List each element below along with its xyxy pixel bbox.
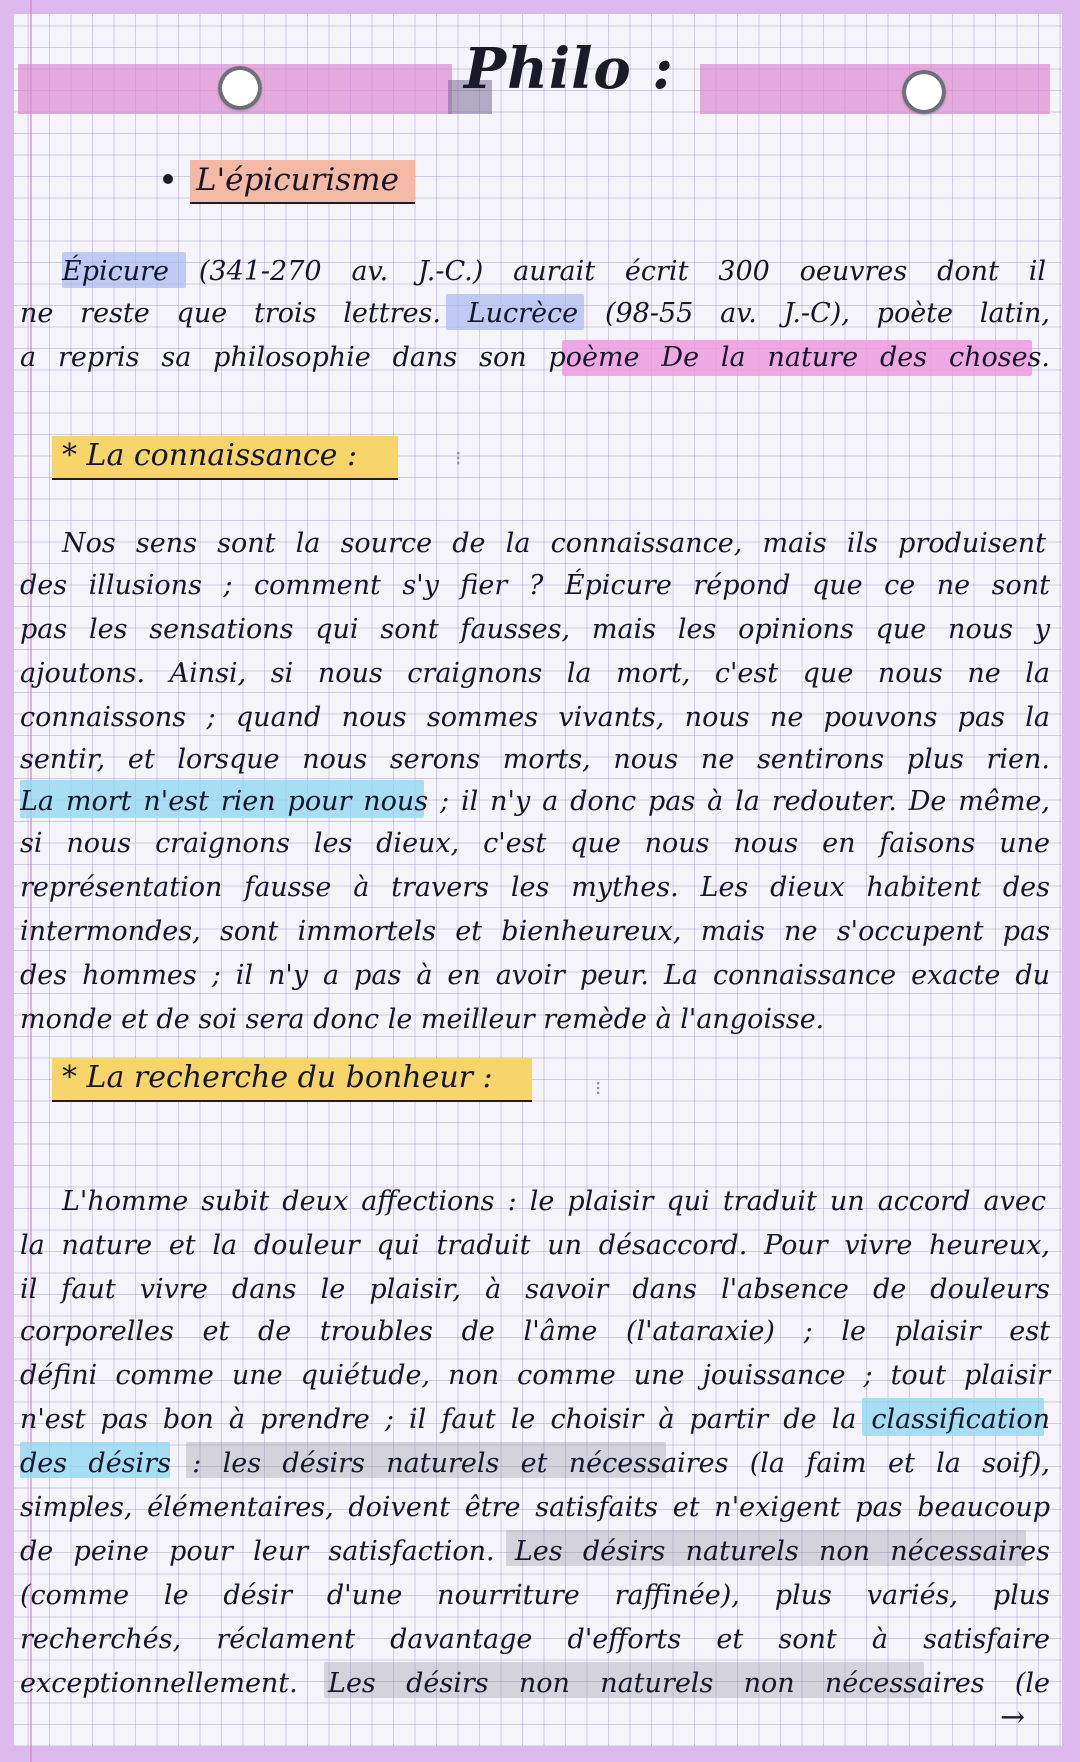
page-edge-bottom [0, 1746, 1080, 1762]
page-edge-right [1062, 0, 1080, 1762]
arrow-right-icon: → [1000, 1700, 1026, 1735]
paragraph-line: connaissons ; quand nous sommes vivants, nous ne pouvons pas la [20, 702, 1050, 733]
page-edge-left [0, 0, 14, 1762]
binder-hole-icon [902, 70, 946, 114]
paragraph-line: corporelles et de troubles de l'âme (l'ataraxie) ; le plaisir est [20, 1316, 1050, 1347]
heading-bonheur: * La recherche du bonheur : [62, 1060, 493, 1095]
paragraph-line: exceptionnellement. Les désirs non naturels non nécessaires (le [20, 1668, 1050, 1699]
paragraph-line: des hommes ; il n'y a pas à en avoir peur. La connaissance exacte du [20, 960, 1050, 991]
paragraph-line: la nature et la douleur qui traduit un désaccord. Pour vivre heureux, [20, 1230, 1050, 1261]
section-title-epicurisme: L'épicurisme [190, 160, 415, 204]
paragraph-line: des illusions ; comment s'y fier ? Épicure répond que ce ne sont [20, 570, 1050, 601]
binder-hole-icon [218, 66, 262, 110]
paragraph-line: recherchés, réclament davantage d'efforts et sont à satisfaire [20, 1624, 1050, 1655]
header-highlight-right [700, 64, 1050, 114]
paragraph-line: intermondes, sont immortels et bienheureux, mais ne s'occupent pas [20, 916, 1050, 947]
intro-line: Épicure (341-270 av. J.-C.) aurait écrit 300 oeuvres dont il [62, 256, 1046, 287]
paragraph-line: n'est pas bon à prendre ; il faut le choisir à partir de la classification [20, 1404, 1050, 1435]
page-title: Philo : [464, 36, 674, 102]
paragraph-line: sentir, et lorsque nous serons morts, nous ne sentirons plus rien. [20, 744, 1050, 775]
bullet-dot-icon [163, 174, 173, 184]
paragraph-line: représentation fausse à travers les mythes. Les dieux habitent des [20, 872, 1050, 903]
paragraph-line: monde et de soi sera donc le meilleur remède à l'angoisse. [20, 1004, 825, 1035]
paragraph-line: Nos sens sont la source de la connaissance, mais ils produisent [62, 528, 1046, 559]
paragraph-line: pas les sensations qui sont fausses, mais les opinions que nous y [20, 614, 1050, 645]
ink-speck: ⁝ [455, 446, 462, 470]
heading-connaissance: * La connaissance : [62, 438, 358, 473]
paragraph-line: il faut vivre dans le plaisir, à savoir dans l'absence de douleurs [20, 1274, 1050, 1305]
intro-line: ne reste que trois lettres. Lucrèce (98-55 av. J.-C), poète latin, [20, 298, 1050, 329]
ink-speck: ⁝ [595, 1076, 602, 1100]
paragraph-line: ajoutons. Ainsi, si nous craignons la mort, c'est que nous ne la [20, 658, 1050, 689]
paragraph-line: des désirs : les désirs naturels et nécessaires (la faim et la soif), [20, 1448, 1050, 1479]
paragraph-line: (comme le désir d'une nourriture raffinée), plus variés, plus [20, 1580, 1050, 1611]
paragraph-line: si nous craignons les dieux, c'est que nous nous en faisons une [20, 828, 1050, 859]
paragraph-line: L'homme subit deux affections : le plaisir qui traduit un accord avec [62, 1186, 1046, 1217]
page-edge-top [0, 0, 1080, 14]
paragraph-line: défini comme une quiétude, non comme une jouissance ; tout plaisir [20, 1360, 1050, 1391]
paragraph-line: simples, élémentaires, doivent être satisfaits et n'exigent pas beaucoup [20, 1492, 1050, 1523]
intro-line: a repris sa philosophie dans son poème De la nature des choses. [20, 342, 1050, 373]
paragraph-line: de peine pour leur satisfaction. Les désirs naturels non nécessaires [20, 1536, 1050, 1567]
paragraph-line: La mort n'est rien pour nous ; il n'y a donc pas à la redouter. De même, [20, 786, 1050, 817]
